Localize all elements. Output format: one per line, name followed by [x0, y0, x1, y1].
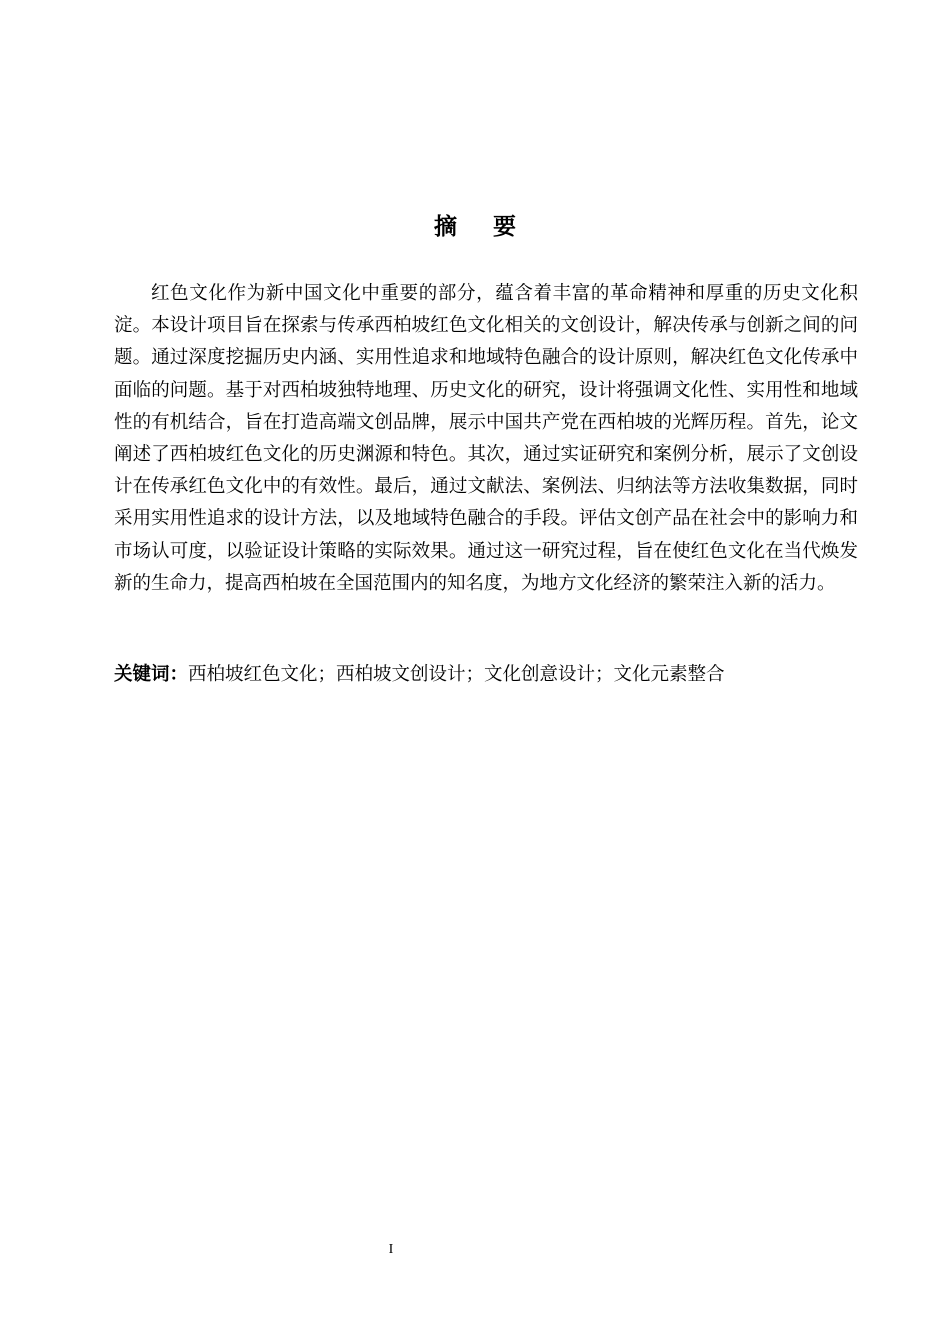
- page-number: I: [388, 1242, 394, 1257]
- keywords-line: [114, 660, 858, 690]
- keywords-label: 关键词：: [114, 664, 189, 685]
- abstract-paragraph: 红色文化作为新中国文化中重要的部分，蕴含着丰富的革命精神和厚重的历史文化积淀。本设计项目旨在探索与传承西柏坡红色文化相关的文创设计，解决传承与创新之间的问题。通过深度挖掘历史内涵、实用性追求和地域特色融合的设计原则，解决红色文化传承中面临的问题。基于对西柏坡独特地理、历史文化的研究，设计将强调文化性、实用性和地域性的有机结合，旨在打造高端文创品牌，展示中国共产党在西柏坡的光辉历程。首先，论文阐述了西柏坡红色文化的历史渊源和特色。其次，通过实证研究和案例分析，展示了文创设计在传承红色文化中的有效性。最后，通过文献法、案例法、归纳法等方法收集数据，同时采用实用性追求的设计方法，以及地域特色融合的手段。评估文创产品在社会中的影响力和市场认可度，以验证设计策略的实际效果。通过这一研究过程，旨在使红色文化在当代焕发新的生命力，提高西柏坡在全国范围内的知名度，为地方文化经济的繁荣注入新的活力。: [114, 283, 858, 594]
- keywords-text: 西柏坡红色文化；西柏坡文创设计；文化创意设计；文化元素整合: [188, 664, 725, 685]
- abstract-title: 摘要: [434, 214, 552, 240]
